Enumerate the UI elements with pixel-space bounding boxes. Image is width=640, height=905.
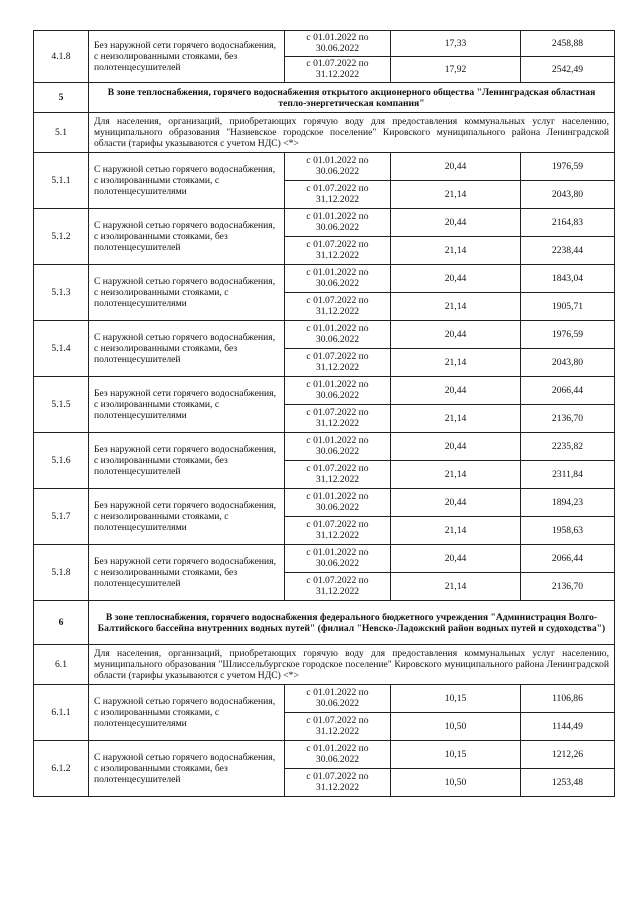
subsection-text: Для населения, организаций, приобретающих горячую воду для предоставления коммунальных услуг населению, муниципального образования "Шлиссельбургское городское поселение" Кировского муниципального района Ленинградской области (тарифы указываются с учетом НДС) <*> xyxy=(89,645,615,685)
row-description: Без наружной сети горячего водоснабжения, с изолированными стояками, без полотенцесушителей xyxy=(89,433,285,489)
tariff-cell: 2311,84 xyxy=(521,461,615,489)
table-row xyxy=(34,377,615,405)
period-cell: с 01.07.2022 по 31.12.2022 xyxy=(285,573,391,601)
subsection-row xyxy=(34,645,615,685)
value-cell: 20,44 xyxy=(391,265,521,293)
tariff-cell: 1976,59 xyxy=(521,321,615,349)
period-cell: с 01.07.2022 по 31.12.2022 xyxy=(285,349,391,377)
row-description: Без наружной сети горячего водоснабжения, с неизолированными стояками, без полотенцесушителей xyxy=(89,545,285,601)
row-description: С наружной сетью горячего водоснабжения, с изолированными стояками, без полотенцесушителей xyxy=(89,741,285,797)
period-cell: с 01.01.2022 по 30.06.2022 xyxy=(285,545,391,573)
value-cell: 21,14 xyxy=(391,517,521,545)
value-cell: 21,14 xyxy=(391,573,521,601)
tariff-cell: 1905,71 xyxy=(521,293,615,321)
tariff-cell: 2238,44 xyxy=(521,237,615,265)
value-cell: 21,14 xyxy=(391,349,521,377)
table-row xyxy=(34,153,615,181)
table-row xyxy=(34,489,615,517)
tariff-cell: 2043,80 xyxy=(521,181,615,209)
row-number: 5.1.8 xyxy=(34,545,89,601)
value-cell: 20,44 xyxy=(391,377,521,405)
tariff-cell: 1144,49 xyxy=(521,713,615,741)
row-number: 6.1.2 xyxy=(34,741,89,797)
tariff-cell: 2458,88 xyxy=(521,31,615,57)
table-row xyxy=(34,321,615,349)
row-number: 5.1.6 xyxy=(34,433,89,489)
subsection-text: Для населения, организаций, приобретающих горячую воду для предоставления коммунальных услуг населению, муниципального образования "Назиевское городское поселение" Кировского муниципального района Ленинградской области (тарифы указываются с учетом НДС) <*> xyxy=(89,113,615,153)
period-cell: с 01.01.2022 по 30.06.2022 xyxy=(285,209,391,237)
tariff-cell: 2136,70 xyxy=(521,573,615,601)
tariff-cell: 1976,59 xyxy=(521,153,615,181)
row-description: Без наружной сети горячего водоснабжения, с неизолированными стояками, без полотенцесушителей xyxy=(89,31,285,83)
tariff-cell: 1843,04 xyxy=(521,265,615,293)
table-row xyxy=(34,31,615,57)
row-description: С наружной сетью горячего водоснабжения, с изолированными стояками, без полотенцесушителей xyxy=(89,209,285,265)
tariff-cell: 1894,23 xyxy=(521,489,615,517)
period-cell: с 01.01.2022 по 30.06.2022 xyxy=(285,685,391,713)
period-cell: с 01.01.2022 по 30.06.2022 xyxy=(285,31,391,57)
row-number: 5.1.1 xyxy=(34,153,89,209)
period-cell: с 01.01.2022 по 30.06.2022 xyxy=(285,741,391,769)
tariff-table xyxy=(33,30,615,797)
period-cell: с 01.01.2022 по 30.06.2022 xyxy=(285,265,391,293)
value-cell: 10,15 xyxy=(391,741,521,769)
tariff-cell: 1253,48 xyxy=(521,769,615,797)
period-cell: с 01.07.2022 по 31.12.2022 xyxy=(285,237,391,265)
row-description: С наружной сетью горячего водоснабжения, с неизолированными стояками, без полотенцесушителей xyxy=(89,321,285,377)
row-description: С наружной сетью горячего водоснабжения, с изолированными стояками, с полотенцесушителями xyxy=(89,153,285,209)
period-cell: с 01.07.2022 по 31.12.2022 xyxy=(285,517,391,545)
value-cell: 21,14 xyxy=(391,181,521,209)
table-row xyxy=(34,545,615,573)
row-number: 5.1.3 xyxy=(34,265,89,321)
table-row xyxy=(34,433,615,461)
tariff-cell: 1958,63 xyxy=(521,517,615,545)
period-cell: с 01.01.2022 по 30.06.2022 xyxy=(285,489,391,517)
table-row xyxy=(34,209,615,237)
value-cell: 10,50 xyxy=(391,713,521,741)
section-number: 6 xyxy=(34,601,89,645)
period-cell: с 01.07.2022 по 31.12.2022 xyxy=(285,713,391,741)
table-row xyxy=(34,741,615,769)
subsection-row xyxy=(34,113,615,153)
value-cell: 20,44 xyxy=(391,545,521,573)
tariff-cell: 2066,44 xyxy=(521,377,615,405)
period-cell: с 01.07.2022 по 31.12.2022 xyxy=(285,57,391,83)
table-row xyxy=(34,685,615,713)
subsection-number: 5.1 xyxy=(34,113,89,153)
period-cell: с 01.01.2022 по 30.06.2022 xyxy=(285,321,391,349)
section-title: В зоне теплоснабжения, горячего водоснабжения открытого акционерного общества "Ленинградская областная тепло-энергетическая компания" xyxy=(89,83,615,113)
value-cell: 21,14 xyxy=(391,237,521,265)
value-cell: 21,14 xyxy=(391,293,521,321)
value-cell: 20,44 xyxy=(391,489,521,517)
row-number: 5.1.2 xyxy=(34,209,89,265)
row-number: 5.1.5 xyxy=(34,377,89,433)
row-number: 5.1.7 xyxy=(34,489,89,545)
value-cell: 20,44 xyxy=(391,153,521,181)
tariff-cell: 2136,70 xyxy=(521,405,615,433)
section-title: В зоне теплоснабжения, горячего водоснабжения федерального бюджетного учреждения "Администрация Волго-Балтийского бассейна внутренних водных путей" (филиал "Невско-Ладожский район водных путей и судоходства") xyxy=(89,601,615,645)
tariff-cell: 1212,26 xyxy=(521,741,615,769)
row-description: Без наружной сети горячего водоснабжения, с изолированными стояками, с полотенцесушителями xyxy=(89,377,285,433)
row-number: 5.1.4 xyxy=(34,321,89,377)
row-number: 6.1.1 xyxy=(34,685,89,741)
tariff-cell: 1106,86 xyxy=(521,685,615,713)
value-cell: 10,50 xyxy=(391,769,521,797)
tariff-cell: 2164,83 xyxy=(521,209,615,237)
value-cell: 21,14 xyxy=(391,461,521,489)
value-cell: 20,44 xyxy=(391,321,521,349)
value-cell: 20,44 xyxy=(391,209,521,237)
period-cell: с 01.07.2022 по 31.12.2022 xyxy=(285,769,391,797)
value-cell: 10,15 xyxy=(391,685,521,713)
row-description: С наружной сетью горячего водоснабжения, с неизолированными стояками, с полотенцесушителями xyxy=(89,265,285,321)
value-cell: 17,92 xyxy=(391,57,521,83)
tariff-cell: 2542,49 xyxy=(521,57,615,83)
period-cell: с 01.01.2022 по 30.06.2022 xyxy=(285,153,391,181)
period-cell: с 01.01.2022 по 30.06.2022 xyxy=(285,377,391,405)
period-cell: с 01.07.2022 по 31.12.2022 xyxy=(285,293,391,321)
period-cell: с 01.07.2022 по 31.12.2022 xyxy=(285,405,391,433)
value-cell: 17,33 xyxy=(391,31,521,57)
period-cell: с 01.07.2022 по 31.12.2022 xyxy=(285,181,391,209)
value-cell: 20,44 xyxy=(391,433,521,461)
period-cell: с 01.07.2022 по 31.12.2022 xyxy=(285,461,391,489)
subsection-number: 6.1 xyxy=(34,645,89,685)
tariff-cell: 2066,44 xyxy=(521,545,615,573)
row-description: Без наружной сети горячего водоснабжения, с неизолированными стояками, с полотенцесушителями xyxy=(89,489,285,545)
value-cell: 21,14 xyxy=(391,405,521,433)
tariff-cell: 2043,80 xyxy=(521,349,615,377)
section-header-row xyxy=(34,83,615,113)
row-description: С наружной сетью горячего водоснабжения, с изолированными стояками, с полотенцесушителями xyxy=(89,685,285,741)
tariff-cell: 2235,82 xyxy=(521,433,615,461)
row-number: 4.1.8 xyxy=(34,31,89,83)
period-cell: с 01.01.2022 по 30.06.2022 xyxy=(285,433,391,461)
table-row xyxy=(34,265,615,293)
section-number: 5 xyxy=(34,83,89,113)
section-header-row xyxy=(34,601,615,645)
